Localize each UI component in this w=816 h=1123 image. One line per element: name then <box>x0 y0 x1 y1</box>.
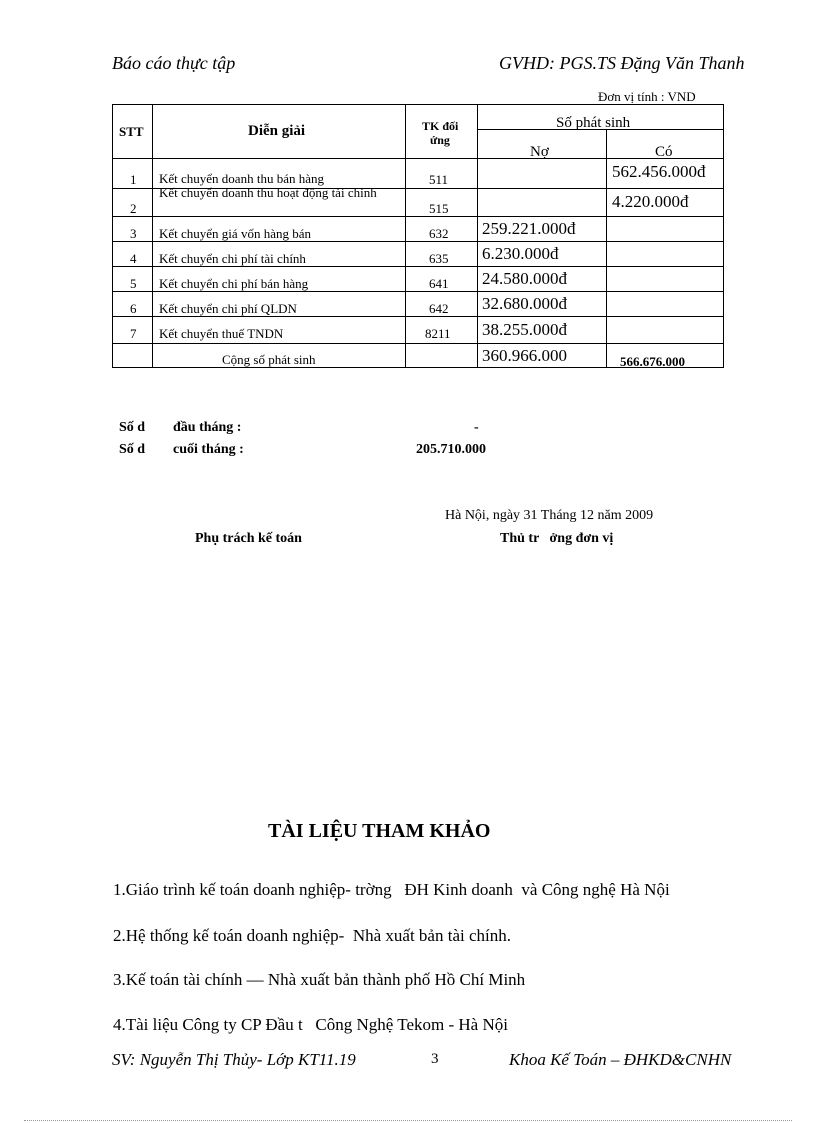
row-tk: 641 <box>429 276 449 291</box>
col-desc: Diễn giải <box>248 123 306 139</box>
closing-label-a: Số d <box>119 442 146 457</box>
footer-left: SV: Nguyễn Thị Thủy- Lớp KT11.19 <box>112 1050 356 1069</box>
row-desc: Kết chuyển giá vốn hàng bán <box>159 226 311 241</box>
row-stt: 6 <box>130 301 137 316</box>
grid-line <box>112 158 724 159</box>
row-no: 24.580.000đ <box>482 269 567 288</box>
grid-line <box>112 104 113 368</box>
col-tk-line2: ứng <box>430 133 450 147</box>
page-number: 3 <box>431 1051 439 1067</box>
row-tk: 511 <box>429 172 449 187</box>
row-tk: 632 <box>429 226 449 241</box>
references-title: TÀI LIỆU THAM KHẢO <box>268 820 491 842</box>
col-stt: STT <box>119 124 144 139</box>
signature-date: Hà Nội, ngày 31 Tháng 12 năm 2009 <box>445 508 654 523</box>
signature-right: Thủ tr ởng đơn vị <box>500 531 614 546</box>
opening-value: - <box>474 420 479 435</box>
row-desc: Kết chuyển doanh thu bán hàng <box>159 171 324 186</box>
opening-label-a: Số d <box>119 420 146 435</box>
total-co: 566.676.000 <box>620 354 685 369</box>
row-co: 4.220.000đ <box>612 192 689 211</box>
page-bottom-divider <box>24 1120 792 1121</box>
grid-line <box>477 104 478 368</box>
row-no: 259.221.000đ <box>482 219 576 238</box>
opening-label-b: đầu tháng : <box>173 420 242 435</box>
col-co: Có <box>655 144 673 160</box>
grid-line <box>112 216 724 217</box>
total-label: Cộng số phát sinh <box>222 352 316 367</box>
signature-left: Phụ trách kế toán <box>195 531 302 546</box>
col-no: Nợ <box>530 144 549 160</box>
reference-item: 4.Tài liệu Công ty CP Đầu t Công Nghệ Tekom - Hà Nội <box>113 1015 508 1034</box>
reference-item: 2.Hệ thống kế toán doanh nghiệp- Nhà xuất bản tài chính. <box>113 926 511 945</box>
row-stt: 1 <box>130 172 137 187</box>
row-stt: 7 <box>130 326 137 341</box>
row-desc: Kết chuyển chi phí bán hàng <box>159 276 309 291</box>
grid-line <box>152 104 153 368</box>
row-no: 6.230.000đ <box>482 244 559 263</box>
reference-item: 3.Kế toán tài chính — Nhà xuất bản thành phố Hồ Chí Minh <box>113 970 526 989</box>
row-stt: 3 <box>130 226 137 241</box>
row-stt: 5 <box>130 276 137 291</box>
reference-item: 1.Giáo trình kế toán doanh nghiệp- trờng ĐH Kinh doanh và Công nghệ Hà Nội <box>113 880 670 899</box>
closing-label-b: cuối tháng : <box>173 442 244 457</box>
row-no: 32.680.000đ <box>482 294 567 313</box>
total-no: 360.966.000 <box>482 346 567 365</box>
row-tk: 642 <box>429 301 449 316</box>
row-tk: 515 <box>429 201 449 216</box>
footer-right: Khoa Kế Toán – ĐHKD&CNHN <box>509 1050 732 1069</box>
grid-line <box>723 104 724 368</box>
col-tk-line1: TK đối <box>422 119 459 133</box>
row-tk: 8211 <box>425 326 451 341</box>
col-so-phat-sinh: Số phát sinh <box>556 115 631 131</box>
row-desc: Kết chuyển doanh thu hoạt động tài chính <box>159 185 377 200</box>
grid-line <box>606 129 607 368</box>
row-desc: Kết chuyển chi phí QLDN <box>159 301 297 316</box>
unit-note: Đơn vị tính : VND <box>598 89 696 104</box>
row-tk: 635 <box>429 251 449 266</box>
row-co: 562.456.000đ <box>612 162 706 181</box>
header-right: GVHD: PGS.TS Đặng Văn Thanh <box>499 53 745 73</box>
grid-line <box>112 104 724 105</box>
row-stt: 4 <box>130 251 137 266</box>
ledger-table <box>112 104 724 368</box>
row-desc: Kết chuyển chi phí tài chính <box>159 251 306 266</box>
closing-value: 205.710.000 <box>416 442 486 457</box>
row-stt: 2 <box>130 201 137 216</box>
grid-line <box>112 343 724 344</box>
grid-line <box>405 104 406 368</box>
row-desc: Kết chuyển thuế TNDN <box>159 326 284 341</box>
row-no: 38.255.000đ <box>482 320 567 339</box>
header-left: Báo cáo thực tập <box>112 53 236 73</box>
